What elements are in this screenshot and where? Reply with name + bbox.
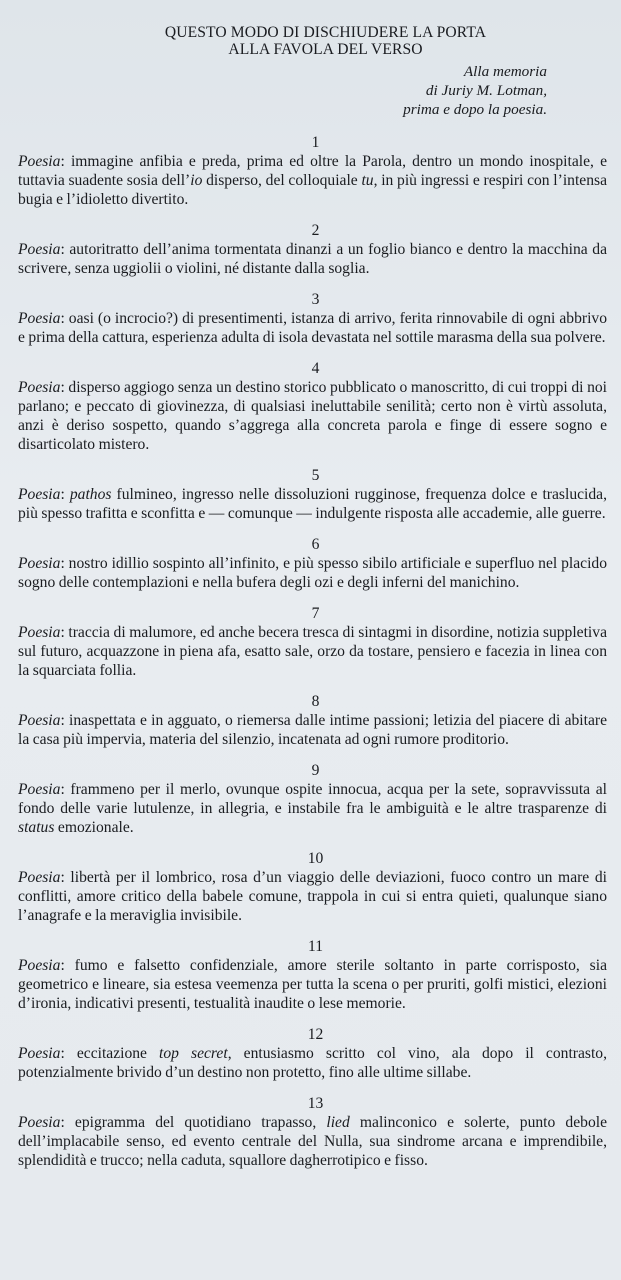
section-number: 9 (311, 762, 320, 779)
lead-word: Poesia (18, 310, 61, 327)
section-text (18, 309, 607, 347)
text-run: malinconico e solerte, punto debole dell’implacabile senso, ed evento centrale del Nulla, sua sindrome arcana e imprendibile, splendidità e trucco; nella caduta, squallore dagherrotipico e fisso. (18, 1114, 608, 1169)
section-number: 12 (307, 1026, 324, 1043)
page-title (44, 24, 607, 58)
section-text (18, 780, 607, 837)
text-run: : traccia di malumore, ed anche becera tresca di sintagmi in disordine, notizia suppletiva sul futuro, acquazzone in piena afa, esatto sale, orzo da tostare, pensiero e facezia in linea con la squarciata follia. (18, 624, 607, 679)
lead-word: Poesia (18, 379, 61, 396)
lead-word: Poesia (18, 957, 61, 974)
section-number: 13 (307, 1095, 324, 1112)
text-run: : libertà per il lombrico, rosa d’un viaggio delle deviazioni, fuoco contro un mare di conflitti, amore critico della babele comune, trappola in cui si entra quieti, qualunque siano l’anagrafe e la meraviglia invisibile. (18, 869, 607, 924)
section-text (18, 240, 607, 278)
text-run: : (60, 486, 70, 503)
section-number: 11 (307, 938, 323, 955)
italic-term: status (18, 819, 55, 836)
lead-word: Poesia (18, 712, 61, 729)
section-number: 3 (311, 291, 320, 308)
lead-word: Poesia (18, 781, 61, 798)
text-run: , entusiasmo scritto col vino, ala dopo il contrasto, potenzialmente brivido d’un destino non protetto, fino alle ultime sillabe. (18, 1045, 607, 1081)
italic-term: pathos (69, 486, 112, 503)
section-text (18, 378, 607, 454)
text-run: : eccitazione (60, 1045, 160, 1062)
italic-term: io (190, 172, 203, 189)
section-text (18, 554, 607, 592)
text-run: : epigramma del quotidiano trapasso, (60, 1114, 327, 1131)
text-run: : fumo e falsetto confidenziale, amore sterile soltanto in parte corrisposto, sia geometrico e lineare, sia estesa veemenza per tutta la scena o per pruriti, golfi mistici, elezioni d’ironia, indicativi presenti, testualità inaudite o lese memorie. (18, 957, 607, 1012)
lead-word: Poesia (18, 869, 61, 886)
poem-sections (4, 134, 607, 1170)
section-text (18, 1113, 607, 1170)
section-number: 6 (311, 536, 320, 553)
title-line-1: QUESTO MODO DI DISCHIUDERE LA PORTA (164, 24, 487, 41)
dedication-line-2: di Juriy M. Lotman, (425, 82, 547, 99)
section-text (18, 485, 607, 523)
text-run: emozionale. (54, 819, 134, 836)
italic-term: tu (361, 172, 374, 189)
text-run: disperso, del colloquiale (202, 172, 362, 189)
text-run: : autoritratto dell’anima tormentata dinanzi a un foglio bianco e dentro la macchina da scrivere, senza uggiolii o violini, né distante dalla soglia. (18, 241, 607, 277)
lead-word: Poesia (18, 241, 61, 258)
lead-word: Poesia (18, 486, 61, 503)
section-number: 7 (311, 605, 320, 622)
text-run: : disperso aggiogo senza un destino storico pubblicato o manoscritto, di cui troppi di noi parlano; e peccato di giovinezza, di qualsiasi ineluttabile senilità; certo non è virtù assoluta, anzi è deriso sospetto, quando s’aggrega alla concreta parola e finge di essere sogno e disarticolato mistero. (18, 379, 607, 453)
dedication-line-1: Alla memoria (463, 63, 547, 80)
lead-word: Poesia (18, 1114, 61, 1131)
section-text (18, 1044, 607, 1082)
section-text (18, 152, 607, 209)
section-number: 1 (311, 134, 320, 151)
section-text (18, 956, 607, 1013)
text-run: , in più ingressi e respiri con l’intensa bugia e l’idioletto divertito. (18, 172, 607, 208)
section-number: 10 (307, 850, 324, 867)
dedication (4, 62, 547, 119)
title-line-2: ALLA FAVOLA DEL VERSO (228, 41, 423, 58)
text-run: fulmineo, ingresso nelle dissoluzioni rugginose, frequenza dolce e traslucida, più spesso trafitta e sconfitta e — comunque — indulgente risposta alle accademie, alle guerre. (18, 486, 607, 522)
section-text (18, 711, 607, 749)
italic-term: lied (326, 1114, 350, 1131)
lead-word: Poesia (18, 153, 61, 170)
section-number: 2 (311, 222, 320, 239)
text-run: : frammeno per il merlo, ovunque ospite innocua, acqua per la sete, sopravvissuta al fondo delle varie lutulenze, in allegria, e instabile fra le ambiguità e le altre trasparenze di (18, 781, 607, 817)
text-run: : inaspettata e in agguato, o riemersa dalle intime passioni; letizia del piacere di abitare la casa più impervia, materia del silenzio, incatenata ad ogni rumore proditorio. (18, 712, 607, 748)
section-number: 8 (311, 693, 320, 710)
section-text (18, 623, 607, 680)
text-run: : oasi (o incrocio?) di presentimenti, istanza di arrivo, ferita rinnovabile di ogni abbrivo e prima della cattura, esperienza adulta di isola devastata nel sottile marasma della sua polvere. (18, 310, 607, 346)
section-number: 4 (311, 360, 320, 377)
lead-word: Poesia (18, 1045, 61, 1062)
lead-word: Poesia (18, 624, 61, 641)
text-run: : immagine anfibia e preda, prima ed oltre la Parola, dentro un mondo inospitale, e tuttavia suadente sosia dell’ (18, 153, 607, 189)
lead-word: Poesia (18, 555, 61, 572)
text-run: : nostro idillio sospinto all’infinito, e più spesso sibilo artificiale e superfluo nel placido sogno delle contemplazioni e nella bufera degli ozi e degli inferni del manichino. (18, 555, 607, 591)
italic-term: top secret (159, 1045, 228, 1062)
dedication-line-3: prima e dopo la poesia. (403, 101, 547, 118)
section-text (18, 868, 607, 925)
section-number: 5 (311, 467, 320, 484)
